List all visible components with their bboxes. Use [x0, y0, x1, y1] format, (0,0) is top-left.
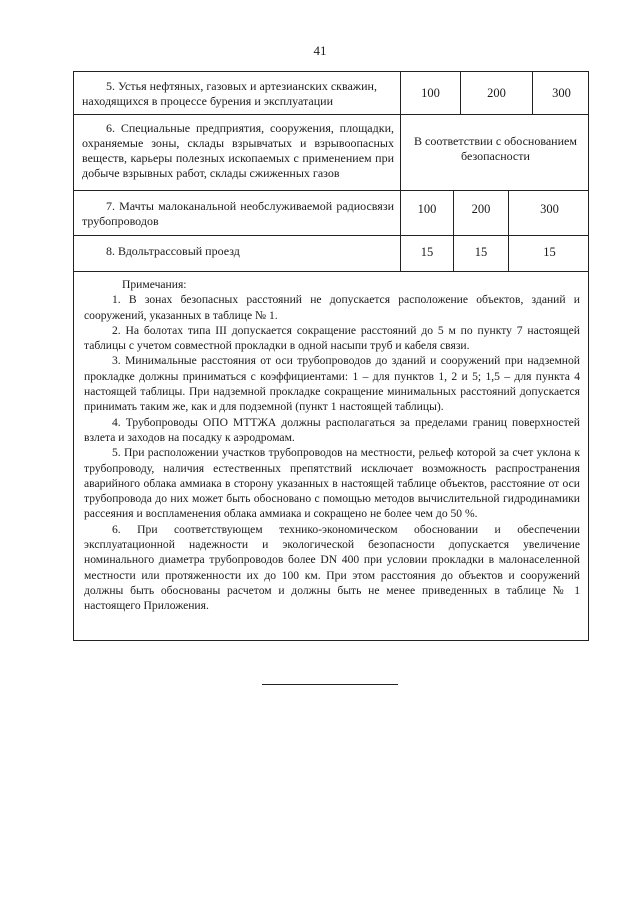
note-item: 5. При расположении участков трубопроводов на местности, рельеф которой за счет уклона к трубопроводу, наличия естественных препятствий исключает возможность распространения аварийного облака аммиака в сторону указанных в настоящей таблице объектов, расстояние от оси трубопровода до них может быть обосновано с помощью методов вычислительной гидродинамики рассеяния и воспламенения облака аммиака и сокращено не более чем до 50 %.	[84, 446, 580, 521]
table-row	[74, 191, 588, 236]
distance-table	[73, 71, 589, 641]
row-label: 6. Специальные предприятия, сооружения, площадки, охраняемые зоны, склады взрывчатых и взрывоопасных веществ, карьеры полезных ископаемых с применением при добыче взрывных работ, склады сжиженных газов	[74, 115, 401, 190]
value-cell: 15	[454, 236, 509, 271]
value-cell: 100	[401, 72, 461, 114]
value-cell: 200	[454, 191, 509, 235]
closing-rule	[262, 684, 398, 685]
note-item: 2. На болотах типа III допускается сокращение расстояний до 5 м по пункту 7 настоящей таблицы с учетом совместной прокладки в одной насыпи труб и кабеля связи.	[84, 323, 580, 353]
row-label: 8. Вдольтрассовый проезд	[74, 236, 401, 271]
value-cell: 15	[543, 245, 556, 259]
table-row	[74, 72, 588, 115]
notes-heading: Примечания:	[122, 278, 187, 291]
value-cell: 300	[540, 202, 559, 216]
value-cell: 200	[461, 72, 533, 114]
table-row	[74, 115, 588, 191]
note-item: 1. В зонах безопасных расстояний не допускается расположение объектов, зданий и сооружений, указанных в таблице № 1.	[84, 293, 580, 322]
note-item: 4. Трубопроводы ОПО МТТЖА должны располагаться за пределами границ поверхностей взлета и заходов на посадку к аэродромам.	[84, 415, 580, 444]
merged-value-cell: В соответствии с обоснованием безопасности	[414, 134, 577, 163]
page-number: 41	[313, 43, 327, 58]
row-label: 5. Устья нефтяных, газовых и артезианских скважин, находящихся в процессе бурения и эксплуатации	[74, 72, 401, 114]
note-item: 3. Минимальные расстояния от оси трубопроводов до зданий и сооружений при надземной прокладке должны приниматься с коэффициентами: 1 – для пунктов 1, 2 и 5; 1,5 – для пункта 4 настоящей таблицы. При надземной прокладке сокращение минимальных расстояний допускается принимать таким же, как и для подземной (пункт 1 настоящей таблицы).	[84, 354, 580, 414]
value-cell: 15	[401, 236, 454, 271]
value-cell: 300	[552, 86, 571, 100]
notes-section	[84, 277, 580, 614]
row-label: 7. Мачты малоканальной необслуживаемой радиосвязи трубопроводов	[74, 191, 401, 235]
value-cell: 100	[401, 191, 454, 235]
table-row	[74, 236, 588, 272]
note-item: 6. При соответствующем технико-экономическом обосновании и обеспечении эксплуатационной надежности и экологической безопасности допускается увеличение номинального диаметра трубопроводов более DN 400 при условии прокладки в малонаселенной местности или протяженности их до 100 км. При этом расстояния до объектов и сооружений должны быть обоснованы расчетом и должны быть не менее приведенных в таблице № 1 настоящего Приложения.	[84, 522, 580, 613]
